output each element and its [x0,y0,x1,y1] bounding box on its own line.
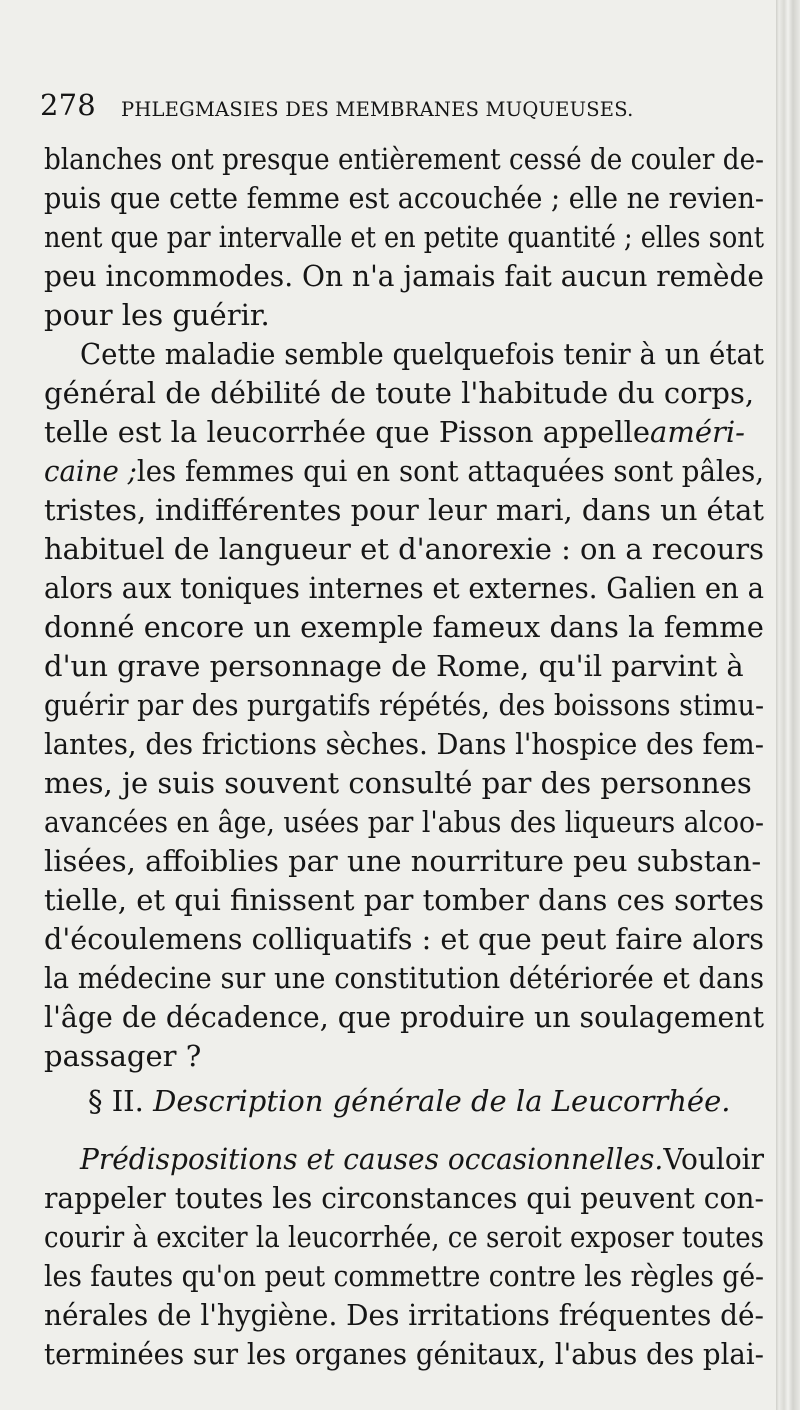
line-text: avancées en âge, usées par l'abus des liqueurs alcoo- [44,805,764,839]
line-text: l'âge de décadence, que produire un soulagement [44,1000,765,1034]
text-line [44,1335,765,1373]
text-line [44,803,764,841]
text-line [44,1218,765,1256]
text-line [44,608,764,646]
line-text: courir à exciter la leucorrhée, ce seroit exposer toutes [44,1220,765,1254]
line-text: mes, je suis souvent consulté par des personnes [44,766,752,800]
page-number: 278 [40,88,96,122]
text-line [44,1296,764,1334]
text-line [44,764,764,802]
text-line [44,491,764,529]
line-text: habituel de langueur et d'anorexie : on a recours [44,532,765,566]
text-line [44,452,765,490]
text-line [80,335,765,373]
line-text: alors aux toniques internes et externes. Galien en a [44,571,764,605]
page-edge [776,0,800,1410]
line-text: les fautes qu'on peut commettre contre les règles gé- [44,1259,765,1293]
line-text: nent que par intervalle et en petite quantité ; elles sont [44,220,765,254]
line-text: lisées, affoiblies par une nourriture peu substan- [44,844,762,878]
line-text: donné encore un exemple fameux dans la femme [44,610,764,644]
line-text: terminées sur les organes génitaux, l'abus des plai- [44,1337,765,1371]
line-text: puis que cette femme est accouchée ; elle ne revien- [44,181,764,215]
line-text: rappeler toutes les circonstances qui peuvent con- [44,1181,764,1215]
line-text: pour les guérir. [44,298,270,332]
text-line [44,920,765,958]
line-text: telle est la leucorrhée que Pisson appelle [44,415,651,449]
text-line [44,413,764,451]
line-text: les femmes qui en sont attaquées sont pâles, [136,454,765,488]
text-line [44,1257,765,1295]
section-title: Description générale de la Leucorrhée. [153,1084,731,1118]
running-head [40,88,740,128]
text-line [44,959,765,997]
line-text: d'écoulemens colliquatifs : et que peut faire alors [44,922,765,956]
line-text: tristes, indifférentes pour leur mari, dans un état [44,493,764,527]
section-number: § II. [88,1084,144,1118]
text-line [44,842,764,880]
text-line [44,374,764,412]
text-line [44,257,765,295]
text-line [44,686,765,724]
text-line [44,998,765,1036]
text-line [44,1037,764,1075]
text-line [44,218,765,256]
text-line [44,179,764,217]
italic-word: améri- [650,415,745,449]
line-text: Vouloir [663,1142,765,1176]
line-text: Cette maladie semble quelquefois tenir à un état [80,337,765,371]
text-line [44,140,764,178]
line-text: peu incommodes. On n'a jamais fait aucun remède [44,259,765,293]
line-text: lantes, des frictions sèches. Dans l'hospice des fem- [44,727,764,761]
text-line [44,647,764,685]
text-line [44,296,764,334]
line-text: tielle, et qui finissent par tomber dans ces sortes [44,883,765,917]
text-line [44,1179,764,1217]
line-text: d'un grave personnage de Rome, qu'il parvint à [44,649,744,683]
line-text: la médecine sur une constitution détériorée et dans [44,961,765,995]
line-text: général de débilité de toute l'habitude du corps, [44,376,755,410]
line-text: nérales de l'hygiène. Des irritations fréquentes dé- [44,1298,764,1332]
text-line [80,1140,765,1178]
line-text: passager ? [44,1039,202,1073]
running-title: PHLEGMASIES DES MEMBRANES MUQUEUSES. [121,98,634,121]
italic-lead: Prédispositions et causes occasionnelles. [80,1142,664,1176]
line-text: guérir par des purgatifs répétés, des boissons stimu- [44,688,765,722]
text-line [44,530,764,568]
text-line [44,881,764,919]
section-heading [88,1082,731,1120]
text-line [44,725,764,763]
line-text: blanches ont presque entièrement cessé de couler de- [44,142,764,176]
text-line [44,569,764,607]
italic-word: caine ; [44,454,137,488]
